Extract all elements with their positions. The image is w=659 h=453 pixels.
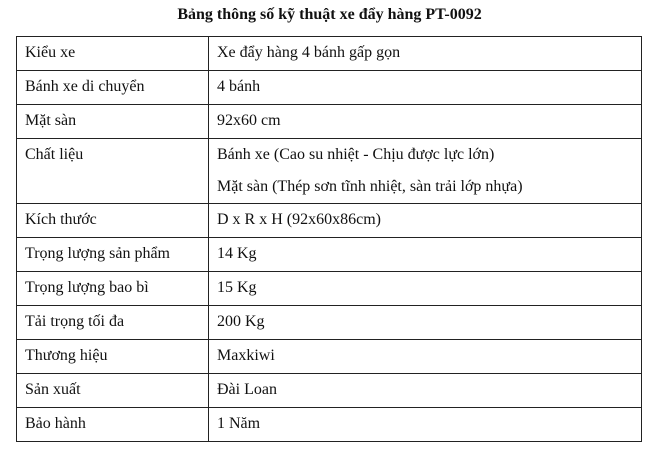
- row-value: 4 bánh: [217, 78, 261, 95]
- row-label-cell: [17, 204, 209, 238]
- row-label: Sản xuất: [25, 381, 81, 398]
- row-label: Mặt sàn: [25, 112, 77, 129]
- row-label-cell: [17, 37, 209, 71]
- table-row: [17, 374, 642, 408]
- row-value: Maxkiwi: [217, 347, 275, 364]
- row-label-cell: [17, 374, 209, 408]
- row-value-cell: [209, 139, 642, 204]
- row-value: D x R x H (92x60x86cm): [217, 211, 381, 228]
- row-label-cell: [17, 238, 209, 272]
- row-value-cell: [209, 71, 642, 105]
- table-row: [17, 408, 642, 442]
- spec-table: [16, 36, 642, 442]
- row-value: 200 Kg: [217, 313, 265, 330]
- row-value-cell: [209, 408, 642, 442]
- row-label: Trọng lượng sản phẩm: [25, 245, 170, 262]
- row-label: Trọng lượng bao bì: [25, 279, 149, 296]
- row-value-cell: [209, 37, 642, 71]
- row-value: Xe đẩy hàng 4 bánh gấp gọn: [217, 44, 401, 61]
- row-label: Chất liệu: [25, 146, 84, 163]
- row-value-cell: [209, 272, 642, 306]
- table-row: [17, 340, 642, 374]
- table-row: [17, 71, 642, 105]
- row-label: Bánh xe di chuyển: [25, 78, 145, 95]
- table-row: [17, 272, 642, 306]
- table-row: [17, 306, 642, 340]
- row-label-cell: [17, 340, 209, 374]
- table-row: [17, 139, 642, 204]
- row-value: Bánh xe (Cao su nhiệt - Chịu được lực lớn): [217, 146, 495, 163]
- row-value-cell: [209, 204, 642, 238]
- row-label-cell: [17, 105, 209, 139]
- row-label-cell: [17, 71, 209, 105]
- table-row: [17, 204, 642, 238]
- row-value: Đài Loan: [217, 381, 277, 398]
- row-value-cell: [209, 340, 642, 374]
- row-value-cell: [209, 105, 642, 139]
- row-label: Kiểu xe: [25, 44, 76, 61]
- table-row: [17, 105, 642, 139]
- row-label-cell: [17, 306, 209, 340]
- row-value-cell: [209, 306, 642, 340]
- row-label: Thương hiệu: [25, 347, 108, 364]
- row-value-cell: [209, 238, 642, 272]
- row-value: 15 Kg: [217, 279, 257, 296]
- row-value: 92x60 cm: [217, 112, 281, 129]
- row-label: Tải trọng tối đa: [25, 313, 125, 330]
- row-value: 14 Kg: [217, 245, 257, 262]
- row-label-cell: [17, 139, 209, 204]
- row-value: 1 Năm: [217, 415, 261, 432]
- row-label: Kích thước: [25, 211, 97, 228]
- row-label-cell: [17, 408, 209, 442]
- row-label-cell: [17, 272, 209, 306]
- row-label: Bảo hành: [25, 415, 86, 432]
- row-value: Mặt sàn (Thép sơn tĩnh nhiệt, sàn trải lớp nhựa): [217, 178, 523, 195]
- page-title: Bảng thông số kỹ thuật xe đẩy hàng PT-0092: [177, 6, 482, 23]
- row-value-cell: [209, 374, 642, 408]
- table-row: [17, 238, 642, 272]
- table-row: [17, 37, 642, 71]
